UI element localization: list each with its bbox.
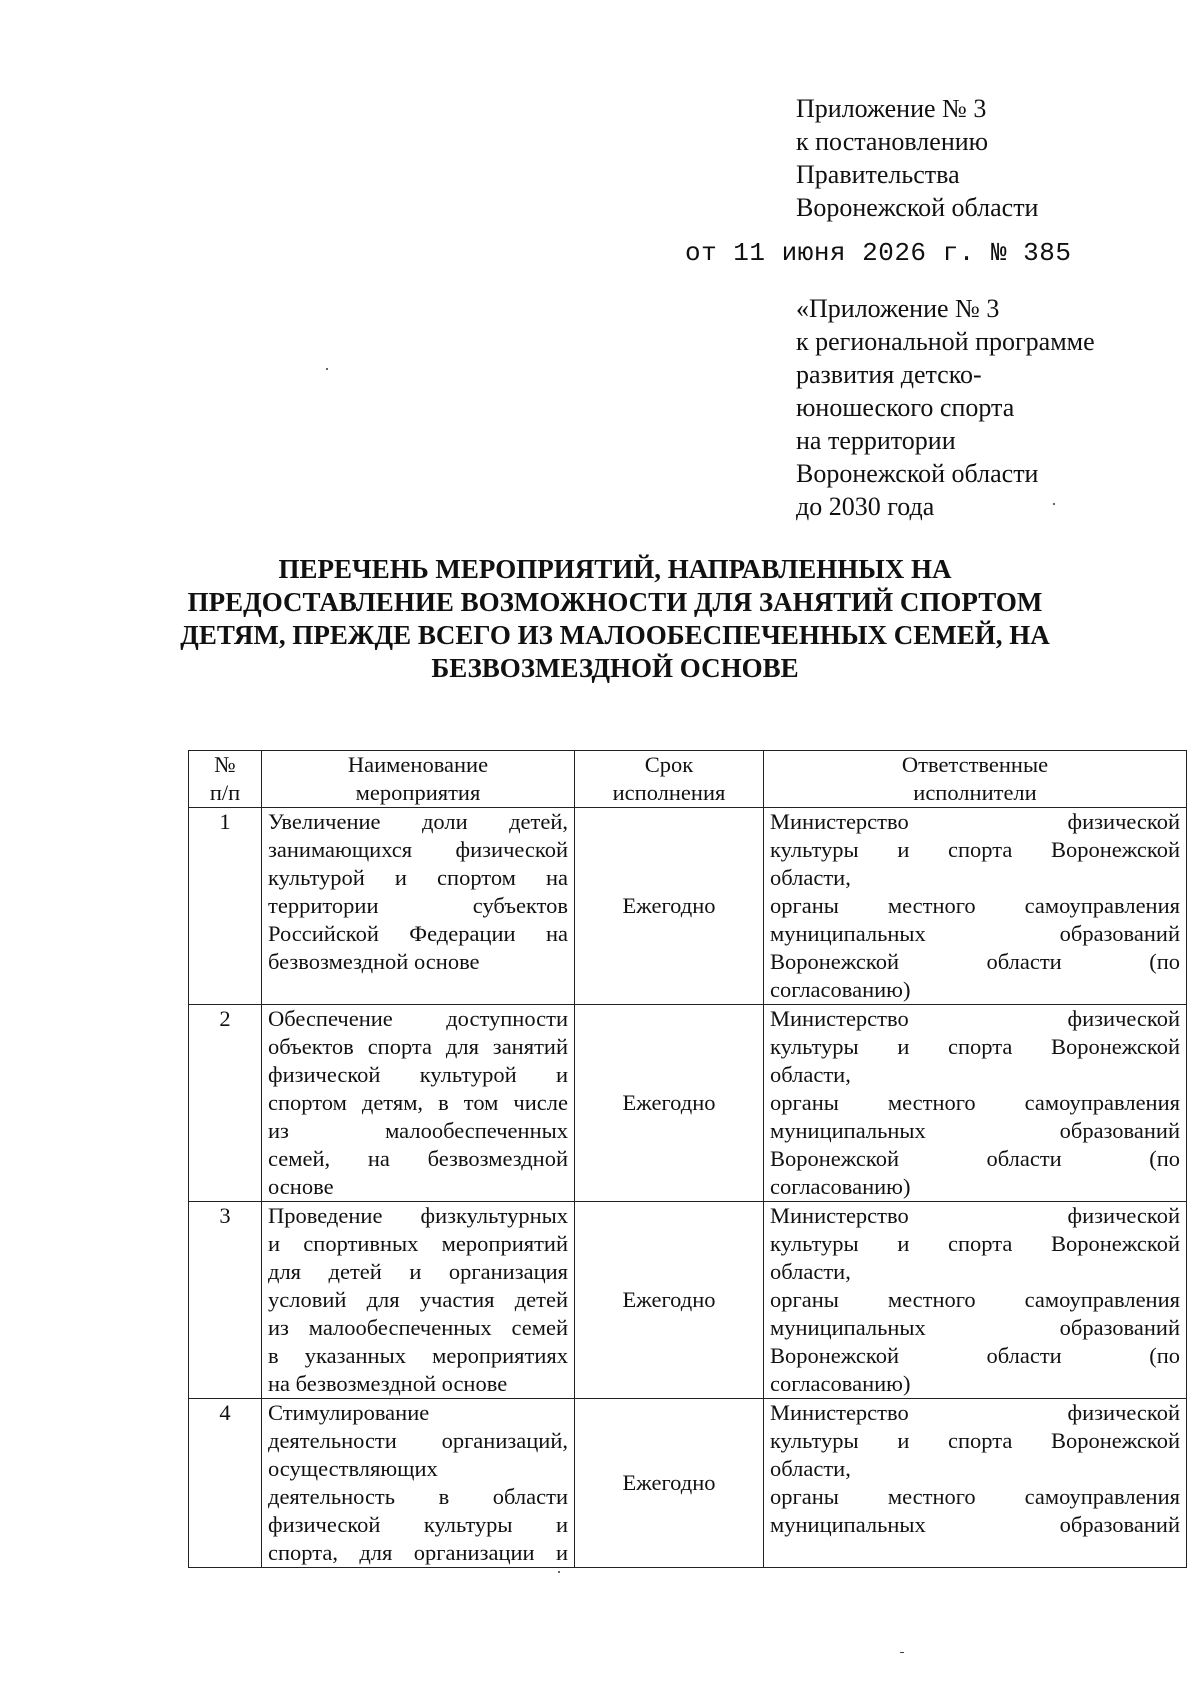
row-term: Ежегодно bbox=[575, 1202, 764, 1399]
row-number: 2 bbox=[189, 1005, 262, 1202]
annex-line: развития детско- bbox=[796, 360, 982, 389]
annex-line: Воронежской области bbox=[796, 459, 1039, 488]
table-row bbox=[189, 808, 1187, 1005]
table-header-row bbox=[189, 751, 1187, 808]
scan-speck bbox=[1053, 503, 1055, 505]
approval-line: Воронежской области bbox=[796, 193, 1039, 222]
row-responsible: Министерство физической культуры и спорта Воронежской области, органы местного самоуправления муниципальных образований Воронежской области (по согласованию) bbox=[764, 1202, 1187, 1399]
row-number: 3 bbox=[189, 1202, 262, 1399]
annex-line: на территории bbox=[796, 426, 956, 455]
scan-speck bbox=[326, 368, 328, 370]
title-line: БЕЗВОЗМЕЗДНОЙ ОСНОВЕ bbox=[431, 653, 799, 683]
title-line: ДЕТЯМ, ПРЕЖДЕ ВСЕГО ИЗ МАЛООБЕСПЕЧЕННЫХ СЕМЕЙ, НА bbox=[180, 620, 1050, 650]
row-measure-name: Проведение физкультурных и спортивных мероприятий для детей и организация условий для участия детей из малообеспеченных семей в указанных мероприятиях на безвозмездной основе bbox=[262, 1202, 575, 1399]
approval-line: к постановлению bbox=[796, 127, 989, 156]
registration-stamp: от 11 июня 2026 г. № 385 bbox=[685, 238, 1072, 268]
table-row bbox=[189, 1399, 1187, 1568]
title-line: ПЕРЕЧЕНЬ МЕРОПРИЯТИЙ, НАПРАВЛЕННЫХ НА bbox=[278, 554, 952, 584]
annex-line: к региональной программе bbox=[796, 327, 1095, 356]
row-responsible: Министерство физической культуры и спорта Воронежской области, органы местного самоуправления муниципальных образований bbox=[764, 1399, 1187, 1568]
scan-speck bbox=[558, 1571, 560, 1573]
measures-table bbox=[188, 750, 1187, 1568]
row-measure-name: Обеспечение доступности объектов спорта для занятий физической культурой и спортом детям, в том числе из малообеспеченных семей, на безвозмездной основе bbox=[262, 1005, 575, 1202]
header-term: Срок исполнения bbox=[575, 751, 764, 808]
row-term: Ежегодно bbox=[575, 1399, 764, 1568]
document-title bbox=[150, 553, 1080, 685]
table-row bbox=[189, 1202, 1187, 1399]
row-measure-name: Увеличение доли детей, занимающихся физической культурой и спортом на территории субъектов Российской Федерации на безвозмездной основе bbox=[262, 808, 575, 1005]
approval-block bbox=[796, 92, 1038, 224]
row-number: 1 bbox=[189, 808, 262, 1005]
annex-line: до 2030 года bbox=[796, 492, 935, 521]
annex-block bbox=[796, 292, 1095, 523]
annex-line: «Приложение № 3 bbox=[796, 294, 1000, 323]
row-responsible: Министерство физической культуры и спорта Воронежской области, органы местного самоуправления муниципальных образований Воронежской области (по согласованию) bbox=[764, 1005, 1187, 1202]
approval-line: Приложение № 3 bbox=[796, 94, 987, 123]
approval-line: Правительства bbox=[796, 160, 960, 189]
row-term: Ежегодно bbox=[575, 1005, 764, 1202]
annex-line: юношеского спорта bbox=[796, 393, 1015, 422]
header-responsible: Ответственные исполнители bbox=[764, 751, 1187, 808]
row-measure-name: Стимулирование деятельности организаций, осуществляющих деятельность в области физической культуры и спорта, для организации и bbox=[262, 1399, 575, 1568]
title-line: ПРЕДОСТАВЛЕНИЕ ВОЗМОЖНОСТИ ДЛЯ ЗАНЯТИЙ СПОРТОМ bbox=[187, 587, 1043, 617]
row-number: 4 bbox=[189, 1399, 262, 1568]
scan-speck bbox=[900, 1652, 904, 1653]
header-number: № п/п bbox=[189, 751, 262, 808]
row-term: Ежегодно bbox=[575, 808, 764, 1005]
row-responsible: Министерство физической культуры и спорта Воронежской области, органы местного самоуправления муниципальных образований Воронежской области (по согласованию) bbox=[764, 808, 1187, 1005]
header-name: Наименование мероприятия bbox=[262, 751, 575, 808]
table-row bbox=[189, 1005, 1187, 1202]
